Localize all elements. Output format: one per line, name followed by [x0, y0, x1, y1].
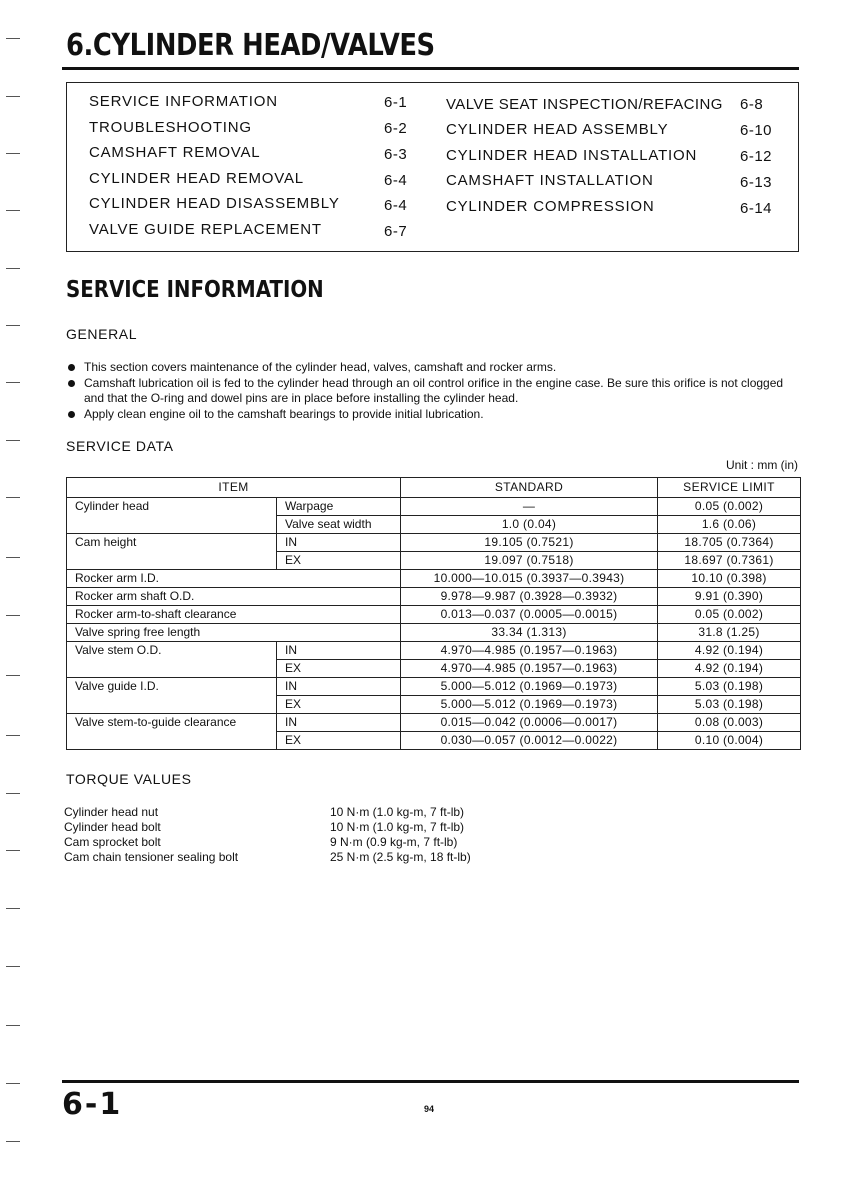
- margin-mark: [6, 793, 20, 794]
- bullet-icon: [68, 411, 75, 418]
- standard-cell: 0.030—0.057 (0.0012—0.0022): [401, 732, 658, 750]
- margin-mark: [6, 382, 20, 383]
- torque-item-value: 10 N·m (1.0 kg-m, 7 ft-lb): [330, 805, 465, 819]
- header-standard: STANDARD: [401, 478, 658, 498]
- general-heading: GENERAL: [66, 326, 138, 342]
- margin-mark: [6, 557, 20, 558]
- margin-mark: [6, 153, 20, 154]
- service-data-heading: SERVICE DATA: [66, 438, 174, 454]
- margin-mark: [6, 615, 20, 616]
- toc-item-cylinder-head-removal[interactable]: CYLINDER HEAD REMOVAL: [89, 170, 304, 187]
- table-header-row: [67, 478, 801, 498]
- toc-page: 6-8: [740, 96, 764, 113]
- sub-item-cell: EX: [277, 696, 401, 714]
- toc-page: 6-3: [384, 146, 408, 163]
- torque-item-label: Cam sprocket bolt: [64, 835, 161, 849]
- table-row: [67, 588, 801, 606]
- limit-cell: 18.697 (0.7361): [658, 552, 801, 570]
- limit-cell: 9.91 (0.390): [658, 588, 801, 606]
- margin-mark: [6, 268, 20, 269]
- bullet-icon: [68, 364, 75, 371]
- torque-item-value: 9 N·m (0.9 kg-m, 7 ft-lb): [330, 835, 458, 849]
- limit-cell: 0.08 (0.003): [658, 714, 801, 732]
- toc-item-troubleshooting[interactable]: TROUBLESHOOTING: [89, 119, 252, 136]
- toc-page: 6-7: [384, 223, 408, 240]
- list-item: Apply clean engine oil to the camshaft bearings to provide initial lubrication.: [66, 407, 806, 423]
- margin-mark: [6, 735, 20, 736]
- sub-item-cell: Valve seat width: [277, 516, 401, 534]
- standard-cell: 1.0 (0.04): [401, 516, 658, 534]
- limit-cell: 4.92 (0.194): [658, 660, 801, 678]
- list-item: This section covers maintenance of the cylinder head, valves, camshaft and rocker arms.: [66, 360, 806, 376]
- margin-mark: [6, 675, 20, 676]
- standard-cell: 4.970—4.985 (0.1957—0.1963): [401, 642, 658, 660]
- footer-rule: [62, 1080, 799, 1083]
- table-row: [67, 624, 801, 642]
- item-cell: Valve spring free length: [67, 624, 401, 642]
- item-cell: Valve stem O.D.: [67, 642, 277, 678]
- bullet-icon: [68, 380, 75, 387]
- margin-mark: [6, 1141, 20, 1142]
- torque-values: [330, 805, 471, 865]
- toc-page: 6-10: [740, 122, 773, 139]
- toc-page: 6-4: [384, 197, 408, 214]
- sub-item-cell: EX: [277, 732, 401, 750]
- toc-page: 6-14: [740, 200, 773, 217]
- item-cell: Valve stem-to-guide clearance: [67, 714, 277, 750]
- sub-item-cell: IN: [277, 642, 401, 660]
- margin-mark: [6, 1025, 20, 1026]
- unit-label: Unit : mm (in): [726, 458, 798, 472]
- margin-mark: [6, 440, 20, 441]
- sub-item-cell: IN: [277, 714, 401, 732]
- torque-labels: [64, 805, 238, 865]
- header-item: ITEM: [67, 478, 401, 498]
- torque-heading: TORQUE VALUES: [66, 771, 192, 787]
- table-row: [67, 498, 801, 516]
- item-cell: Rocker arm shaft O.D.: [67, 588, 401, 606]
- table-row: [67, 678, 801, 696]
- toc-item-cylinder-head-assembly[interactable]: CYLINDER HEAD ASSEMBLY: [446, 121, 669, 138]
- standard-cell: 5.000—5.012 (0.1969—0.1973): [401, 696, 658, 714]
- torque-item-label: Cam chain tensioner sealing bolt: [64, 850, 239, 864]
- margin-mark: [6, 325, 20, 326]
- toc-item-camshaft-removal[interactable]: CAMSHAFT REMOVAL: [89, 144, 261, 161]
- sub-item-cell: EX: [277, 660, 401, 678]
- margin-mark: [6, 38, 20, 39]
- torque-item-value: 10 N·m (1.0 kg-m, 7 ft-lb): [330, 820, 465, 834]
- header-service-limit: SERVICE LIMIT: [658, 478, 801, 498]
- margin-mark: [6, 850, 20, 851]
- toc-item-cylinder-head-installation[interactable]: CYLINDER HEAD INSTALLATION: [446, 147, 698, 164]
- title-rule: [62, 67, 799, 70]
- standard-cell: 4.970—4.985 (0.1957—0.1963): [401, 660, 658, 678]
- toc-page: 6-4: [384, 172, 408, 189]
- item-cell: Rocker arm I.D.: [67, 570, 401, 588]
- standard-cell: 9.978—9.987 (0.3928—0.3932): [401, 588, 658, 606]
- sheet-number: 94: [424, 1104, 435, 1114]
- standard-cell: 10.000—10.015 (0.3937—0.3943): [401, 570, 658, 588]
- toc-page: 6-1: [384, 94, 408, 111]
- torque-item-value: 25 N·m (2.5 kg-m, 18 ft-lb): [330, 850, 471, 864]
- page-number: 6-1: [62, 1087, 123, 1122]
- table-row: [67, 642, 801, 660]
- margin-mark: [6, 210, 20, 211]
- standard-cell: 33.34 (1.313): [401, 624, 658, 642]
- table-row: [67, 606, 801, 624]
- limit-cell: 0.10 (0.004): [658, 732, 801, 750]
- toc-page: 6-13: [740, 174, 773, 191]
- margin-mark: [6, 1083, 20, 1084]
- toc-item-cylinder-head-disassembly[interactable]: CYLINDER HEAD DISASSEMBLY: [89, 195, 340, 212]
- sub-item-cell: EX: [277, 552, 401, 570]
- standard-cell: 19.105 (0.7521): [401, 534, 658, 552]
- toc-item-camshaft-installation[interactable]: CAMSHAFT INSTALLATION: [446, 172, 654, 189]
- limit-cell: 5.03 (0.198): [658, 696, 801, 714]
- limit-cell: 10.10 (0.398): [658, 570, 801, 588]
- table-row: [67, 714, 801, 732]
- service-data-table: [66, 477, 801, 750]
- standard-cell: 19.097 (0.7518): [401, 552, 658, 570]
- item-cell: Rocker arm-to-shaft clearance: [67, 606, 401, 624]
- margin-mark: [6, 966, 20, 967]
- section-title: SERVICE INFORMATION: [66, 277, 324, 303]
- sub-item-cell: IN: [277, 678, 401, 696]
- torque-item-label: Cylinder head nut: [64, 805, 159, 819]
- toc-page: 6-12: [740, 148, 773, 165]
- standard-cell: 0.015—0.042 (0.0006—0.0017): [401, 714, 658, 732]
- sub-item-cell: Warpage: [277, 498, 401, 516]
- limit-cell: 18.705 (0.7364): [658, 534, 801, 552]
- table-row: [67, 534, 801, 552]
- toc-item-service-information[interactable]: SERVICE INFORMATION: [89, 93, 278, 110]
- table-row: [67, 570, 801, 588]
- torque-item-label: Cylinder head bolt: [64, 820, 161, 834]
- standard-cell: 5.000—5.012 (0.1969—0.1973): [401, 678, 658, 696]
- limit-cell: 5.03 (0.198): [658, 678, 801, 696]
- sub-item-cell: IN: [277, 534, 401, 552]
- item-cell: Cam height: [67, 534, 277, 570]
- standard-cell: 0.013—0.037 (0.0005—0.0015): [401, 606, 658, 624]
- toc-item-valve-guide-replacement[interactable]: VALVE GUIDE REPLACEMENT: [89, 221, 322, 238]
- margin-mark: [6, 908, 20, 909]
- toc-item-valve-seat-inspection[interactable]: VALVE SEAT INSPECTION/REFACING: [446, 96, 723, 113]
- toc-page: 6-2: [384, 120, 408, 137]
- table-of-contents: [66, 82, 799, 252]
- limit-cell: 4.92 (0.194): [658, 642, 801, 660]
- list-item: Camshaft lubrication oil is fed to the cylinder head through an oil control orifice in the engine case. Be sure this orifice is not clogged and that the O-ring and dowel pins are in place before installing the cylinder head.: [66, 376, 806, 407]
- item-cell: Cylinder head: [67, 498, 277, 534]
- general-bullets: [66, 360, 806, 422]
- limit-cell: 1.6 (0.06): [658, 516, 801, 534]
- limit-cell: 31.8 (1.25): [658, 624, 801, 642]
- standard-cell: —: [401, 498, 658, 516]
- item-cell: Valve guide I.D.: [67, 678, 277, 714]
- margin-mark: [6, 96, 20, 97]
- margin-mark: [6, 497, 20, 498]
- limit-cell: 0.05 (0.002): [658, 606, 801, 624]
- limit-cell: 0.05 (0.002): [658, 498, 801, 516]
- toc-item-cylinder-compression[interactable]: CYLINDER COMPRESSION: [446, 198, 655, 215]
- chapter-title: 6.CYLINDER HEAD/VALVES: [66, 28, 435, 63]
